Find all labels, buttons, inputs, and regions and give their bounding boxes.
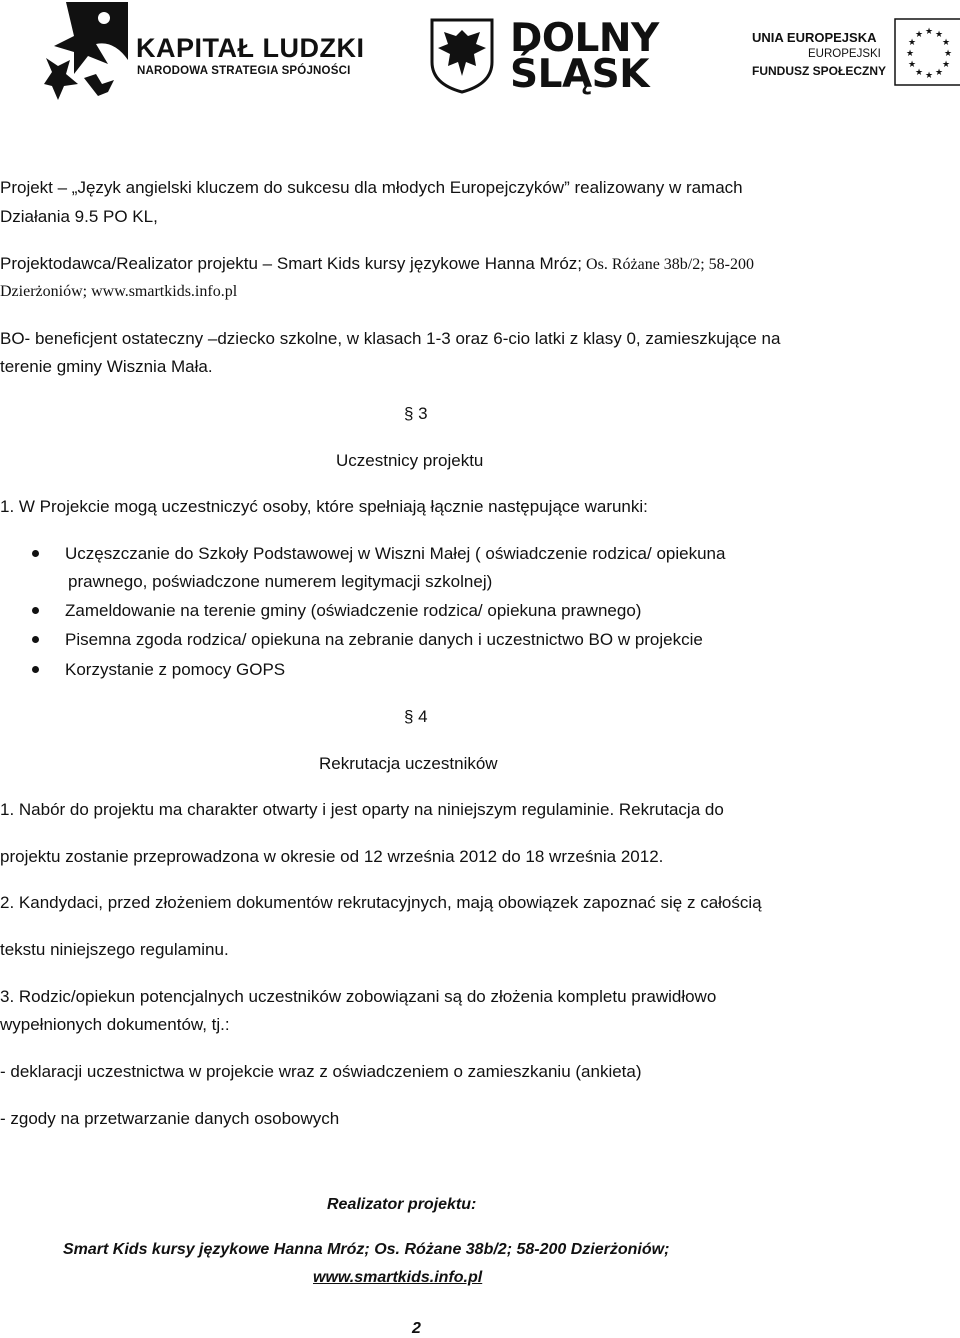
section-4-title: Rekrutacja uczestników [319, 754, 498, 773]
svg-text:★: ★ [942, 60, 951, 70]
intro-line-1: Projekt – „Język angielski kluczem do sukcesu dla młodych Europejczyków” realizowany w ramach [0, 178, 743, 197]
bullet-3: Pisemna zgoda rodzica/ opiekuna na zebranie danych i uczestnictwo BO w projekcie [65, 630, 703, 649]
footer-website-link[interactable]: www.smartkids.info.pl [313, 1269, 483, 1286]
unia-europejska-logo [752, 18, 960, 88]
logo-title: KAPITAŁ LUDZKI [136, 33, 365, 63]
kapital-ludzki-logo [44, 0, 374, 104]
bullet-dot [32, 666, 39, 673]
star-emblem-icon [44, 0, 130, 104]
section-4-number: § 4 [404, 707, 428, 726]
svg-text:★: ★ [944, 49, 953, 59]
p2-line-2: tekstu niniejszego regulaminu. [0, 940, 229, 959]
bullet-dot [32, 607, 39, 614]
svg-text:★: ★ [942, 38, 951, 48]
svg-text:★: ★ [906, 49, 915, 59]
intro-line-5: BO- beneficjent ostateczny –dziecko szkolne, w klasach 1-3 oraz 6-cio latki z klasy 0, zamieszkujące na [0, 329, 781, 348]
list-item-1: - deklaracji uczestnictwa w projekcie wraz z oświadczeniem o zamieszkaniu (ankieta) [0, 1062, 642, 1081]
footer-line: Smart Kids kursy językowe Hanna Mróz; Os. Różane 38b/2; 58-200 Dzierżoniów; [63, 1241, 670, 1258]
svg-text:★: ★ [925, 27, 934, 37]
eu-flag-icon [894, 18, 960, 88]
intro-line-6: terenie gminy Wisznia Mała. [0, 357, 213, 376]
logo-subtitle: NARODOWA STRATEGIA SPÓJNOŚCI [137, 65, 351, 77]
intro-line-2: Działania 9.5 PO KL, [0, 207, 158, 226]
footer-label: Realizator projektu: [327, 1196, 477, 1213]
svg-text:★: ★ [915, 68, 924, 78]
svg-text:★: ★ [935, 68, 944, 78]
p1-line-1: 1. Nabór do projektu ma charakter otwarty i jest oparty na niniejszym regulaminie. Rekrutacja do [0, 800, 724, 819]
list-item-2: - zgody na przetwarzanie danych osobowych [0, 1109, 340, 1128]
section-3-lead: 1. W Projekcie mogą uczestniczyć osoby, które spełniają łącznie następujące warunki: [0, 497, 648, 516]
logo-line-3: FUNDUSZ SPOŁECZNY [752, 64, 887, 78]
svg-text:★: ★ [915, 30, 924, 40]
bullet-1-line-1: Uczęszczanie do Szkoły Podstawowej w Wiszni Małej ( oświadczenie rodzica/ opiekuna [65, 544, 726, 563]
logo-line-2: ŚLĄSK [510, 52, 649, 97]
bullet-4: Korzystanie z pomocy GOPS [65, 660, 286, 679]
svg-text:★: ★ [925, 71, 934, 81]
p3-line-2: wypełnionych dokumentów, tj.: [0, 1015, 230, 1034]
intro-line-3b: Os. Różane 38b/2; 58-200 [582, 256, 755, 273]
p3-line-1: 3. Rodzic/opiekun potencjalnych uczestników zobowiązani są do złożenia kompletu prawidłowo [0, 987, 717, 1006]
logo-line-1: DOLNY [510, 16, 659, 61]
intro-line-3 [0, 254, 754, 274]
bullet-1-line-2: prawnego, poświadczone numerem legitymacji szkolnej) [68, 572, 493, 591]
bullet-dot [32, 550, 39, 557]
intro-line-4: Dzierżoniów; www.smartkids.info.pl [0, 283, 238, 300]
svg-text:★: ★ [935, 30, 944, 40]
bullet-2: Zameldowanie na terenie gminy (oświadczenie rodzica/ opiekuna prawnego) [65, 601, 642, 620]
page-number: 2 [412, 1320, 421, 1337]
intro-line-3a: Projektodawca/Realizator projektu – Smart Kids kursy językowe Hanna Mróz; [0, 254, 583, 273]
svg-text:★: ★ [908, 38, 917, 48]
logo-line-1: UNIA EUROPEJSKA [752, 30, 877, 45]
logo-line-2: EUROPEJSKI [808, 48, 881, 60]
dolny-slask-logo [430, 18, 660, 98]
section-3-number: § 3 [404, 404, 428, 423]
svg-text:★: ★ [908, 60, 917, 70]
p2-line-1: 2. Kandydaci, przed złożeniem dokumentów rekrutacyjnych, mają obowiązek zapoznać się z całością [0, 893, 762, 912]
section-3-title: Uczestnicy projektu [336, 451, 484, 470]
p1-line-2: projektu zostanie przeprowadzona w okresie od 12 września 2012 do 18 września 2012. [0, 847, 664, 866]
eagle-shield-icon [430, 18, 494, 94]
bullet-dot [32, 636, 39, 643]
